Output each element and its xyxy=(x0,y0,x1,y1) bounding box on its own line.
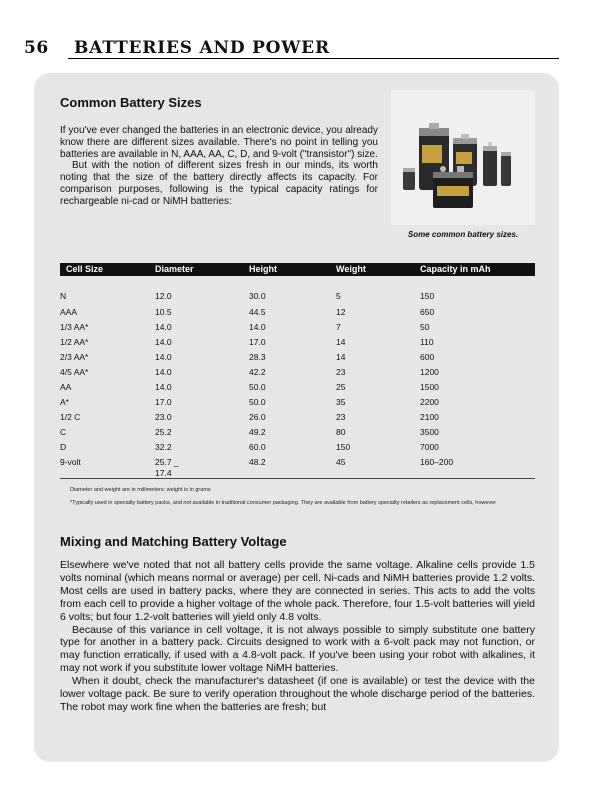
cell-height: 44.5 xyxy=(249,307,266,317)
header-rule xyxy=(68,58,559,59)
cell-size: 1/2 AA* xyxy=(60,337,89,347)
cell-height: 30.0 xyxy=(249,291,266,301)
cell-weight: 12 xyxy=(336,307,346,317)
cell-diameter: 14.0 xyxy=(155,367,172,377)
cell-capacity: 2100 xyxy=(420,412,439,422)
table-note-asterisk: *Typically used in specialty battery packs, and not available in traditional consumer packaging. They are available from battery specialty retailers as replacement cells, however xyxy=(70,500,497,506)
table-note-units: Diameter and weight are in millimeters; weight is in grams xyxy=(70,487,211,493)
cell-size: C xyxy=(60,427,67,437)
cell-size: 1/2 C xyxy=(60,412,81,422)
cell-height: 50.0 xyxy=(249,382,266,392)
table-header xyxy=(60,263,535,276)
section-p1: Elsewhere we've noted that not all battery cells provide the same voltage. Alkaline cells provide 1.5 volts nominal (which means normal or average) per cell. Ni-cads and NiMH batteries provide 1.2 volts. Most cells are used in battery packs, where they are connected in series. This acts to add the volts from each cell to provide a higher voltage of the whole pack. Therefore, four 1.5-volt batteries will yield 6 volts; but four 1.2-volt batteries will yield only 4.8 volts. xyxy=(60,559,535,623)
cell-size: 4/5 AA* xyxy=(60,367,89,377)
cell-diameter: 25.7 _ 17.4 xyxy=(155,457,179,478)
cell-capacity: 600 xyxy=(420,352,435,362)
table-bottom-rule xyxy=(60,478,535,479)
cell-weight: 25 xyxy=(336,382,346,392)
cell-weight: 5 xyxy=(336,291,341,301)
cell-height: 50.0 xyxy=(249,397,266,407)
cell-height: 42.2 xyxy=(249,367,266,377)
cell-height: 17.0 xyxy=(249,337,266,347)
cell-weight: 23 xyxy=(336,412,346,422)
sidebar-intro xyxy=(60,125,378,208)
cell-diameter: 25.2 xyxy=(155,427,172,437)
cell-weight: 35 xyxy=(336,397,346,407)
cell-capacity: 50 xyxy=(420,322,430,332)
cell-capacity: 150 xyxy=(420,291,435,301)
cell-capacity: 160–200 xyxy=(420,457,454,467)
cell-size: AA xyxy=(60,382,72,392)
cell-size: D xyxy=(60,442,67,452)
cell-diameter: 14.0 xyxy=(155,382,172,392)
cell-weight: 7 xyxy=(336,322,341,332)
cell-size: 9-volt xyxy=(60,457,81,467)
cell-diameter: 32.2 xyxy=(155,442,172,452)
cell-diameter: 17.0 xyxy=(155,397,172,407)
cell-weight: 45 xyxy=(336,457,346,467)
cell-capacity: 1200 xyxy=(420,367,439,377)
col-header-weight: Weight xyxy=(336,264,366,274)
cell-diameter: 14.0 xyxy=(155,322,172,332)
section-p2: Because of this variance in cell voltage, it is not always possible to simply substitute one battery type for another in a battery pack. Circuits designed to work with a 6-volt pack may not function, or may function erratically, if used with a 4.8-volt pack. If you've been using your robot with alkalines, it may not work if you substitute lower voltage NiMH batteries. xyxy=(60,623,535,675)
cell-diameter: 14.0 xyxy=(155,352,172,362)
cell-diameter: 14.0 xyxy=(155,337,172,347)
battery-photo xyxy=(391,90,535,225)
cell-size: 2/3 AA* xyxy=(60,352,89,362)
photo-caption: Some common battery sizes. xyxy=(407,230,519,239)
col-header-height: Height xyxy=(249,264,277,274)
cell-height: 28.3 xyxy=(249,352,266,362)
cell-weight: 150 xyxy=(336,442,351,452)
sidebar-intro-p2: But with the notion of different sizes fresh in our minds, its worth noting that the size of the battery directly affects its capacity. For comparison purposes, following is the typical capacity ratings for rechargeable ni-cad or NiMH batteries: xyxy=(60,160,378,207)
cell-capacity: 7000 xyxy=(420,442,439,452)
page-number: 56 xyxy=(24,38,49,58)
cell-size: 1/3 AA* xyxy=(60,322,89,332)
cell-weight: 80 xyxy=(336,427,346,437)
cell-diameter: 10.5 xyxy=(155,307,172,317)
battery-illustration xyxy=(391,90,535,225)
cell-capacity: 1500 xyxy=(420,382,439,392)
section-p3: When it doubt, check the manufacturer's datasheet (if one is available) or test the device with the lower voltage pack. Be sure to verify operation throughout the whole discharge period of the batteries. The robot may work fine when the batteries are fresh; but xyxy=(60,675,535,713)
cell-capacity: 2200 xyxy=(420,397,439,407)
sidebar-title: Common Battery Sizes xyxy=(60,95,202,110)
section-title: Mixing and Matching Battery Voltage xyxy=(60,534,287,549)
col-header-diameter: Diameter xyxy=(155,264,194,274)
cell-size: A* xyxy=(60,397,69,407)
cell-diameter: 12.0 xyxy=(155,291,172,301)
cell-height: 49.2 xyxy=(249,427,266,437)
cell-capacity: 650 xyxy=(420,307,435,317)
cell-height: 48.2 xyxy=(249,457,266,467)
cell-weight: 14 xyxy=(336,337,346,347)
cell-capacity: 110 xyxy=(420,337,434,347)
cell-diameter: 23.0 xyxy=(155,412,172,422)
sidebar-intro-p1: If you've ever changed the batteries in an electronic device, you already know there are different sizes available. There's no point in telling you batteries are available in N, AAA, AA, C, D, and 9-volt ("transistor") size. xyxy=(60,125,378,160)
chapter-title: BATTERIES AND POWER xyxy=(74,38,330,58)
cell-weight: 14 xyxy=(336,352,346,362)
col-header-capacity: Capacity in mAh xyxy=(420,264,491,274)
cell-height: 60.0 xyxy=(249,442,266,452)
cell-capacity: 3500 xyxy=(420,427,439,437)
page-header xyxy=(24,36,559,56)
cell-size: N xyxy=(60,291,67,301)
section-body xyxy=(60,559,535,714)
cell-height: 14.0 xyxy=(249,322,266,332)
cell-weight: 23 xyxy=(336,367,346,377)
col-header-cell-size: Cell Size xyxy=(66,264,104,274)
cell-height: 26.0 xyxy=(249,412,266,422)
cell-size: AAA xyxy=(60,307,78,317)
